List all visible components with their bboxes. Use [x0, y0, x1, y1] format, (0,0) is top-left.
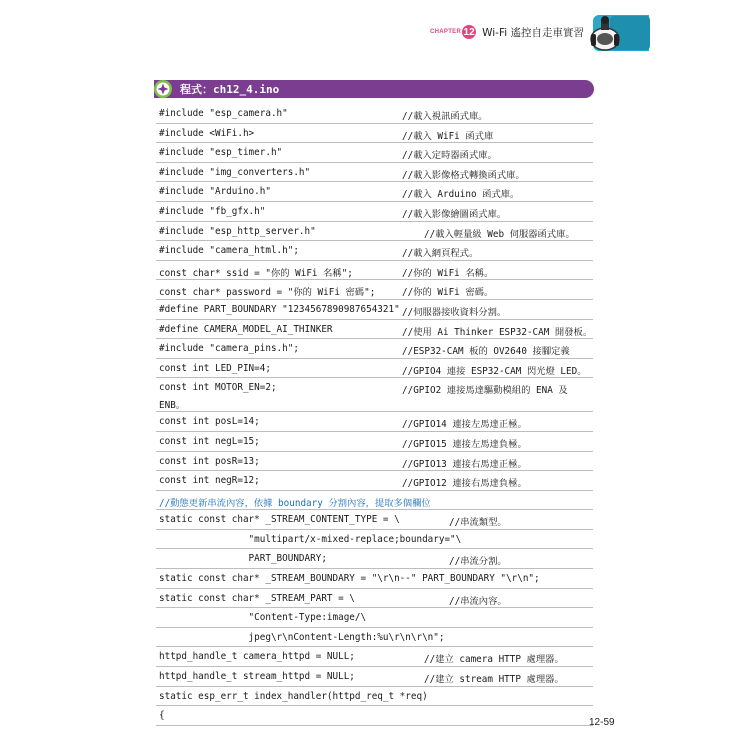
- code-text: #include "esp_http_server.h": [159, 225, 316, 237]
- code-line: [156, 182, 593, 202]
- code-line: [156, 667, 593, 687]
- code-text: const int negL=15;: [159, 435, 260, 447]
- code-line: [156, 491, 593, 511]
- page-number: 12-59: [589, 717, 615, 728]
- code-line: [156, 510, 593, 530]
- code-comment: //載入 WiFi 函式庫: [402, 130, 494, 142]
- code-line: [156, 432, 593, 452]
- code-line: [156, 687, 593, 707]
- chapter-label: CHAPTER: [430, 29, 462, 35]
- code-line: [156, 202, 593, 222]
- code-line: [156, 124, 593, 144]
- code-text: #define CAMERA_MODEL_AI_THINKER: [159, 323, 333, 335]
- code-comment-continuation: ENB。: [159, 400, 186, 412]
- code-line: [156, 320, 593, 340]
- code-line: [156, 530, 593, 550]
- code-text: //動態更新串流內容，依據 boundary 分割內容，提取多個欄位: [159, 497, 431, 509]
- code-comment: //載入網頁程式。: [402, 248, 479, 260]
- code-line: [156, 339, 593, 359]
- code-line: [156, 706, 593, 726]
- code-text: {: [159, 710, 165, 722]
- code-comment: //ESP32-CAM 板的 OV2640 接腳定義: [402, 346, 570, 358]
- page-header: [0, 0, 750, 58]
- code-comment: //串流分割。: [449, 556, 507, 568]
- code-line: [156, 412, 593, 432]
- code-text: const int LED_PIN=4;: [159, 362, 271, 374]
- code-comment: //你的 WiFi 密碼。: [402, 287, 494, 299]
- program-badge-icon: [154, 80, 172, 98]
- code-text: #include "camera_pins.h";: [159, 343, 299, 355]
- code-line: [156, 569, 593, 589]
- code-text: httpd_handle_t camera_httpd = NULL;: [159, 651, 355, 663]
- code-text: static const char* _STREAM_BOUNDARY = "\r\n--" PART_BOUNDARY "\r\n";: [159, 573, 540, 585]
- code-text: const int posL=14;: [159, 416, 260, 428]
- code-comment: //載入定時器函式庫。: [402, 150, 497, 162]
- code-text: static const char* _STREAM_PART = \: [159, 592, 355, 604]
- code-comment: //載入視訊函式庫。: [402, 111, 488, 122]
- code-line: [156, 549, 593, 569]
- code-comment: //GPIO15 連接左馬達負極。: [402, 438, 527, 450]
- code-comment: //使用 Ai Thinker ESP32-CAM 開發板。: [402, 326, 593, 338]
- code-comment: //GPIO2 連接馬達驅動模組的 ENA 及: [402, 385, 568, 397]
- code-line: [156, 647, 593, 667]
- code-text: #include "esp_camera.h": [159, 108, 288, 119]
- code-line: [156, 589, 593, 609]
- code-text: jpeg\r\nContent-Length:%u\r\n\r\n";: [159, 631, 445, 643]
- code-text: #include "Arduino.h": [159, 186, 271, 198]
- code-line: [156, 163, 593, 183]
- code-line: [156, 143, 593, 163]
- code-text: #include <WiFi.h>: [159, 127, 255, 139]
- code-comment: //建立 camera HTTP 處理器。: [424, 654, 564, 666]
- code-comment: //載入輕量級 Web 伺服器函式庫。: [424, 228, 575, 240]
- code-comment: //GPIO14 連接左馬達正極。: [402, 419, 527, 431]
- code-listing: [156, 104, 593, 726]
- code-line: [156, 471, 593, 491]
- code-line: [156, 104, 593, 124]
- code-line: [156, 300, 593, 320]
- code-line: [156, 359, 593, 379]
- program-title: 程式：ch12_4.ino: [180, 83, 280, 96]
- code-comment: //伺服器接收資料分割。: [402, 306, 507, 318]
- code-line: [156, 280, 593, 300]
- code-text: httpd_handle_t stream_httpd = NULL;: [159, 671, 355, 683]
- code-line: [156, 222, 593, 242]
- code-text: const int negR=12;: [159, 475, 260, 487]
- code-comment: //你的 WiFi 名稱。: [402, 267, 494, 279]
- code-line: [156, 452, 593, 472]
- chapter-title: Wi-Fi 遙控自走車實習: [482, 26, 584, 39]
- code-comment: //建立 stream HTTP 處理器。: [424, 674, 564, 686]
- code-line: [156, 261, 593, 281]
- code-comment: //GPIO12 連接右馬達負極。: [402, 478, 527, 490]
- code-comment: //載入影像格式轉換函式庫。: [402, 169, 525, 181]
- code-text: const int posR=13;: [159, 455, 260, 467]
- code-line: [156, 608, 593, 628]
- code-text: static const char* _STREAM_CONTENT_TYPE = \: [159, 514, 400, 526]
- code-comment: //GPIO4 連接 ESP32-CAM 閃光燈 LED。: [402, 365, 587, 377]
- code-comment: //載入影像繪圖函式庫。: [402, 208, 507, 220]
- code-text: #include "fb_gfx.h": [159, 205, 266, 217]
- code-text: const int MOTOR_EN=2;: [159, 382, 277, 394]
- code-text: "Content-Type:image/\: [159, 612, 367, 624]
- chapter-number: 12: [463, 26, 475, 38]
- code-line: [156, 241, 593, 261]
- code-comment: //串流類型。: [449, 517, 507, 529]
- robot-car-icon: [588, 14, 622, 54]
- code-text: #include "esp_timer.h": [159, 147, 283, 159]
- code-text: "multipart/x-mixed-replace;boundary="\: [159, 533, 462, 545]
- code-text: #define PART_BOUNDARY "1234567890987654321": [159, 303, 400, 315]
- code-comment: //GPIO13 連接右馬達正極。: [402, 458, 527, 470]
- code-comment: //載入 Arduino 函式庫。: [402, 189, 520, 201]
- code-text: #include "camera_html.h";: [159, 245, 299, 257]
- code-text: const char* password = "你的 WiFi 密碼";: [159, 287, 376, 299]
- code-text: static esp_err_t index_handler(httpd_req_t *req): [159, 690, 428, 702]
- code-text: #include "img_converters.h": [159, 166, 311, 178]
- code-line: [156, 378, 593, 412]
- code-text: PART_BOUNDARY;: [159, 553, 327, 565]
- code-text: const char* ssid = "你的 WiFi 名稱";: [159, 267, 353, 279]
- chapter-heading: [430, 22, 606, 42]
- code-line: [156, 628, 593, 648]
- code-comment: //串流內容。: [449, 595, 507, 607]
